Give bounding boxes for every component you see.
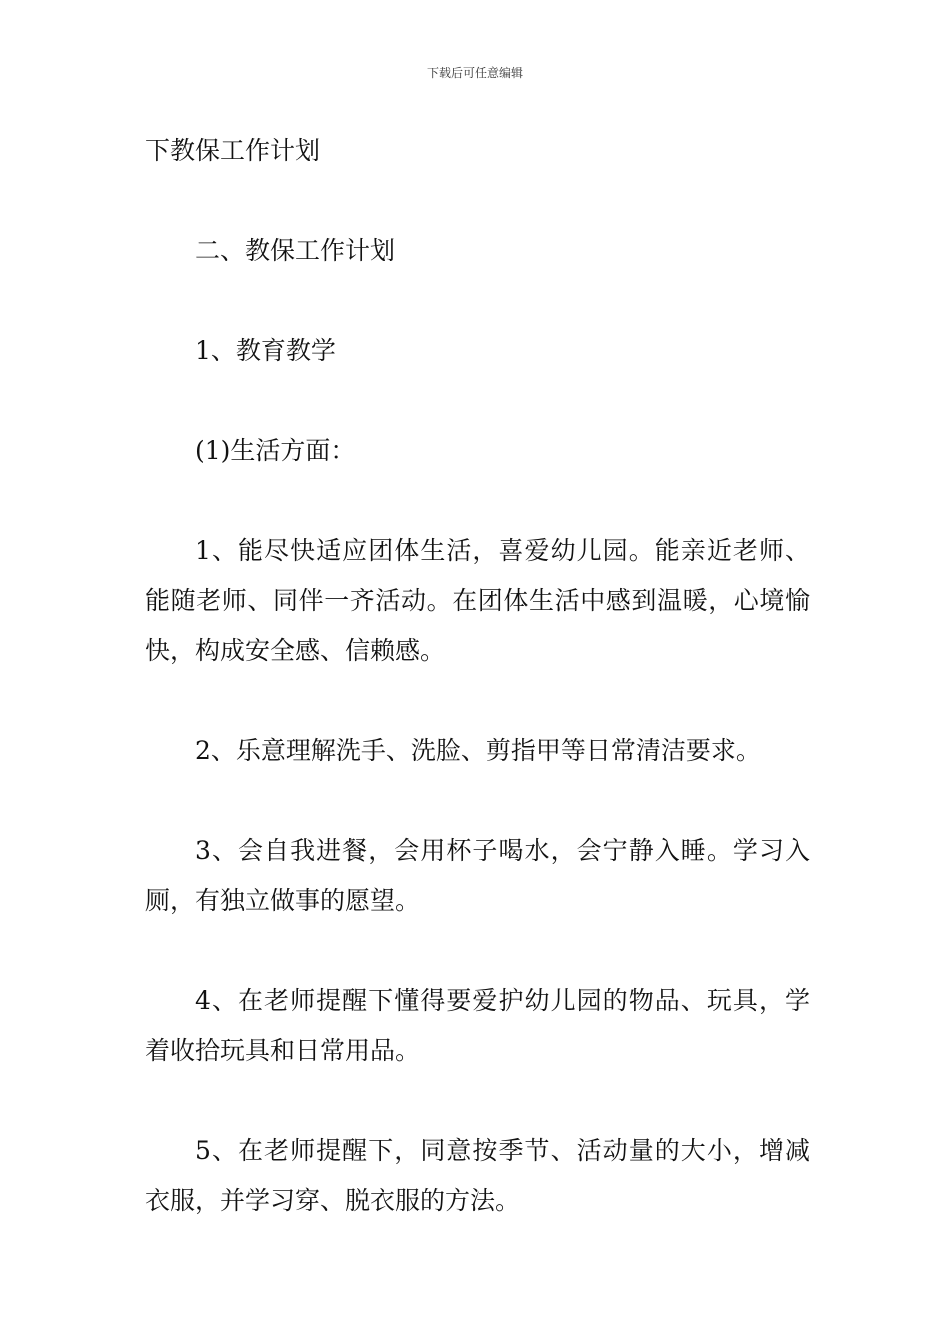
paragraph: 5、在老师提醒下，同意按季节、活动量的大小，增减衣服，并学习穿、脱衣服的方法。 [145, 1136, 810, 1215]
paragraph: 1、能尽快适应团体生活，喜爱幼儿园。能亲近老师、能随老师、同伴一齐活动。在团体生活中感到温暖，心境愉快，构成安全感、信赖感。 [145, 536, 810, 665]
paragraph: 3、会自我进餐，会用杯子喝水，会宁静入睡。学习入厕，有独立做事的愿望。 [145, 836, 810, 915]
paragraph: 2、乐意理解洗手、洗脸、剪指甲等日常清洁要求。 [195, 736, 761, 765]
subsection-heading: 1、教育教学 [195, 336, 336, 365]
document-body [145, 126, 810, 1276]
paragraph: 4、在老师提醒下懂得要爱护幼儿园的物品、玩具，学着收拾玩具和日常用品。 [145, 986, 810, 1065]
document-title: 下教保工作计划 [145, 136, 321, 165]
page-header-note: 下载后可任意编辑 [426, 66, 523, 80]
subsection-heading-life: (1)生活方面： [195, 436, 356, 465]
section-heading: 二、教保工作计划 [195, 236, 396, 265]
